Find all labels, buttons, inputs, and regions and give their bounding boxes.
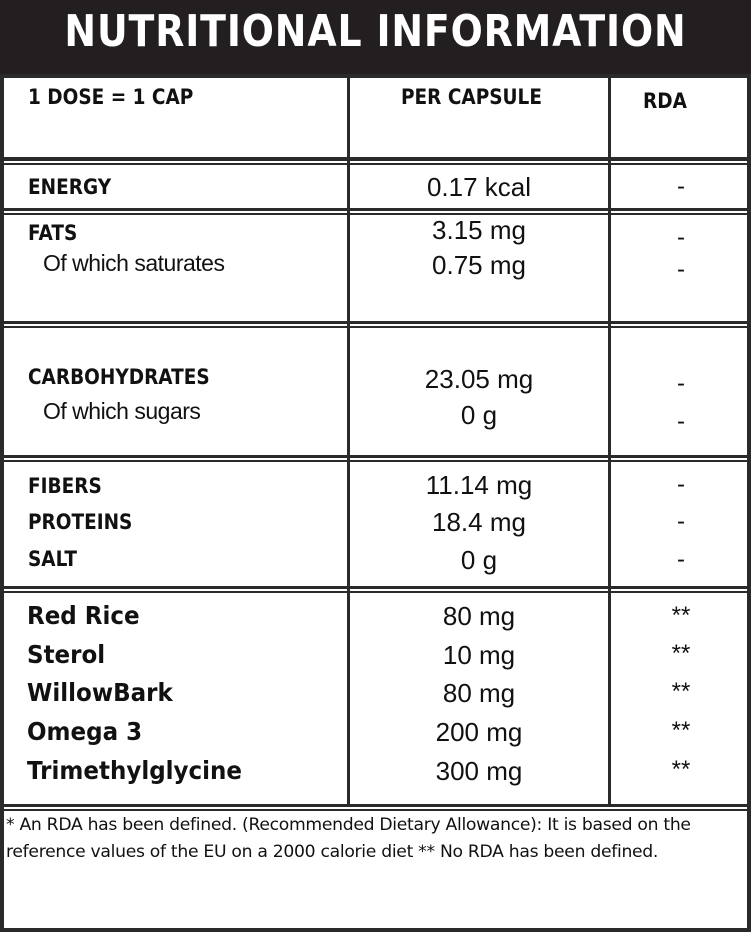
divider <box>0 163 751 165</box>
footnote: * An RDA has been defined. (Recommended Dietary Allowance): It is based on the reference values of the EU on a 2000 calorie diet ** No RDA has been defined. <box>6 815 691 862</box>
fats-value: 3.15 mg <box>432 215 526 245</box>
table-title: NUTRITIONAL INFORMATION <box>64 6 687 57</box>
rda-header: RDA <box>643 89 687 113</box>
fibers-rda: - <box>677 471 685 498</box>
title-bar <box>0 0 751 74</box>
trimethylglycine-value: 300 mg <box>435 756 523 786</box>
salt-rda: - <box>677 546 685 573</box>
energy-value: 0.17 kcal <box>426 172 532 202</box>
divider <box>0 460 751 462</box>
omega-3-rda: ** <box>671 717 691 744</box>
red-rice-value: 80 mg <box>442 601 516 631</box>
proteins-rda: - <box>677 508 685 535</box>
proteins-value: 18.4 mg <box>432 507 526 537</box>
red-rice-rda: ** <box>671 602 691 629</box>
fats-label: FATS <box>28 221 78 245</box>
saturates-value: 0.75 mg <box>432 250 526 280</box>
fats-rda: - <box>677 224 685 251</box>
sterol-label: Sterol <box>27 640 106 669</box>
sterol-value: 10 mg <box>442 640 516 670</box>
fibers-value: 11.14 mg <box>425 470 533 500</box>
trimethylglycine-rda: ** <box>671 756 691 783</box>
fibers-label: FIBERS <box>28 474 102 498</box>
carbohydrates-value: 23.05 mg <box>424 364 534 394</box>
divider <box>0 591 751 593</box>
willowbark-value: 80 mg <box>442 678 516 708</box>
divider <box>0 321 751 324</box>
divider <box>0 208 751 211</box>
divider <box>0 157 751 161</box>
saturates-rda: - <box>677 256 685 283</box>
energy-rda: - <box>677 173 685 200</box>
sugars-label: Of which sugars <box>43 398 201 424</box>
omega-3-label: Omega 3 <box>27 717 143 746</box>
proteins-label: PROTEINS <box>28 510 133 534</box>
salt-label: SALT <box>28 547 77 571</box>
omega-3-value: 200 mg <box>435 717 523 747</box>
divider <box>0 586 751 589</box>
sterol-rda: ** <box>671 640 691 667</box>
salt-value: 0 g <box>460 545 498 575</box>
carbohydrates-label: CARBOHYDRATES <box>28 365 210 389</box>
divider <box>0 455 751 458</box>
divider <box>0 809 751 811</box>
dose-header: 1 DOSE = 1 CAP <box>28 85 194 109</box>
energy-label: ENERGY <box>28 175 112 199</box>
red-rice-label: Red Rice <box>27 601 140 630</box>
divider <box>0 804 751 807</box>
trimethylglycine-label: Trimethylglycine <box>27 756 243 785</box>
divider <box>0 74 751 78</box>
willowbark-rda: ** <box>671 678 691 705</box>
sugars-rda: - <box>677 408 685 435</box>
carbohydrates-rda: - <box>677 370 685 397</box>
divider <box>0 326 751 328</box>
per-capsule-header: PER CAPSULE <box>401 85 542 109</box>
saturates-label: Of which saturates <box>43 250 225 276</box>
sugars-value: 0 g <box>460 400 498 430</box>
willowbark-label: WillowBark <box>27 678 173 707</box>
